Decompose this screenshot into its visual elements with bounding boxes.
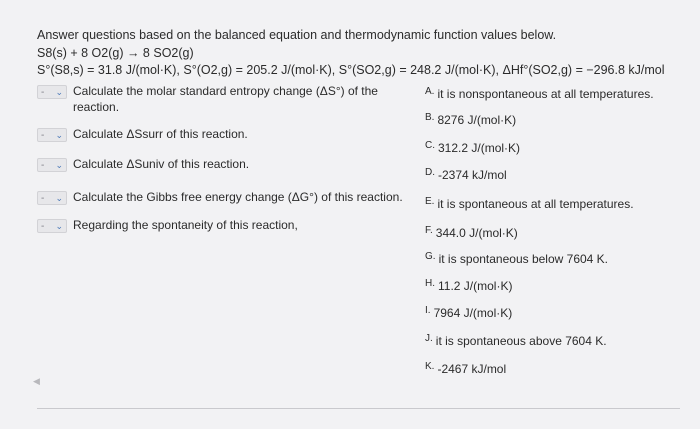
- chevron-down-icon: ⌄: [55, 129, 63, 140]
- answer-select-4[interactable]: - ⌄: [37, 191, 67, 205]
- question-row-4: [37, 190, 403, 206]
- chevron-down-icon: ⌄: [55, 192, 63, 203]
- option-j: $^{J.}$ it is spontaneous above 7604 K.: [425, 333, 607, 348]
- divider: [37, 408, 680, 409]
- option-b: $^{B.}$ 8276 J/(mol·K): [425, 112, 517, 127]
- question-row-5: [37, 218, 298, 234]
- answer-select-2[interactable]: - ⌄: [37, 128, 67, 142]
- option-e: $^{E.}$ it is spontaneous at all temperatures.: [425, 196, 634, 211]
- question-text-2: Calculate ΔSsurr of this reaction.: [73, 127, 248, 141]
- answer-select-3[interactable]: - ⌄: [37, 158, 67, 172]
- question-row-1: [37, 84, 393, 115]
- balanced-equation: S8(s) + 8 O2(g) → 8 SO2(g): [37, 45, 194, 60]
- question-text-4: Calculate the Gibbs free energy change (ΔG°) of this reaction.: [73, 190, 403, 204]
- question-intro: [37, 27, 665, 80]
- option-i: $^{I.}$ 7964 J/(mol·K): [425, 305, 513, 320]
- question-text-5: Regarding the spontaneity of this reaction,: [73, 218, 298, 232]
- question-row-2: [37, 127, 248, 143]
- option-k: $^{K.}$ -2467 kJ/mol: [425, 361, 507, 376]
- option-f: $^{F.}$ 344.0 J/(mol·K): [425, 225, 518, 240]
- answer-select-1[interactable]: - ⌄: [37, 85, 67, 99]
- chevron-down-icon: ⌄: [55, 159, 63, 170]
- question-text-1: Calculate the molar standard entropy change (ΔS°) of the reaction.: [73, 84, 378, 114]
- expand-arrow-icon: ◀: [33, 376, 40, 386]
- question-row-3: [37, 157, 249, 173]
- answer-select-5[interactable]: - ⌄: [37, 219, 67, 233]
- chevron-down-icon: ⌄: [55, 86, 63, 97]
- question-text-3: Calculate ΔSuniv of this reaction.: [73, 157, 250, 171]
- option-d: $^{D.}$ -2374 kJ/mol: [425, 167, 507, 182]
- chevron-down-icon: ⌄: [55, 220, 63, 231]
- option-c: $^{C.}$ 312.2 J/(mol·K): [425, 140, 521, 155]
- option-a: $^{A.}$ it is nonspontaneous at all temperatures.: [425, 86, 654, 101]
- thermo-values: S°(S8,s) = 31.8 J/(mol·K), S°(O2,g) = 205.2 J/(mol·K), S°(SO2,g) = 248.2 J/(mol·K), ΔHf°(SO2,g) = −296.8 kJ/mol: [37, 63, 665, 77]
- instruction-text: Answer questions based on the balanced equation and thermodynamic function values below.: [37, 28, 557, 42]
- option-h: $^{H.}$ 11.2 J/(mol·K): [425, 278, 513, 293]
- option-g: $^{G.}$ it is spontaneous below 7604 K.: [425, 251, 609, 266]
